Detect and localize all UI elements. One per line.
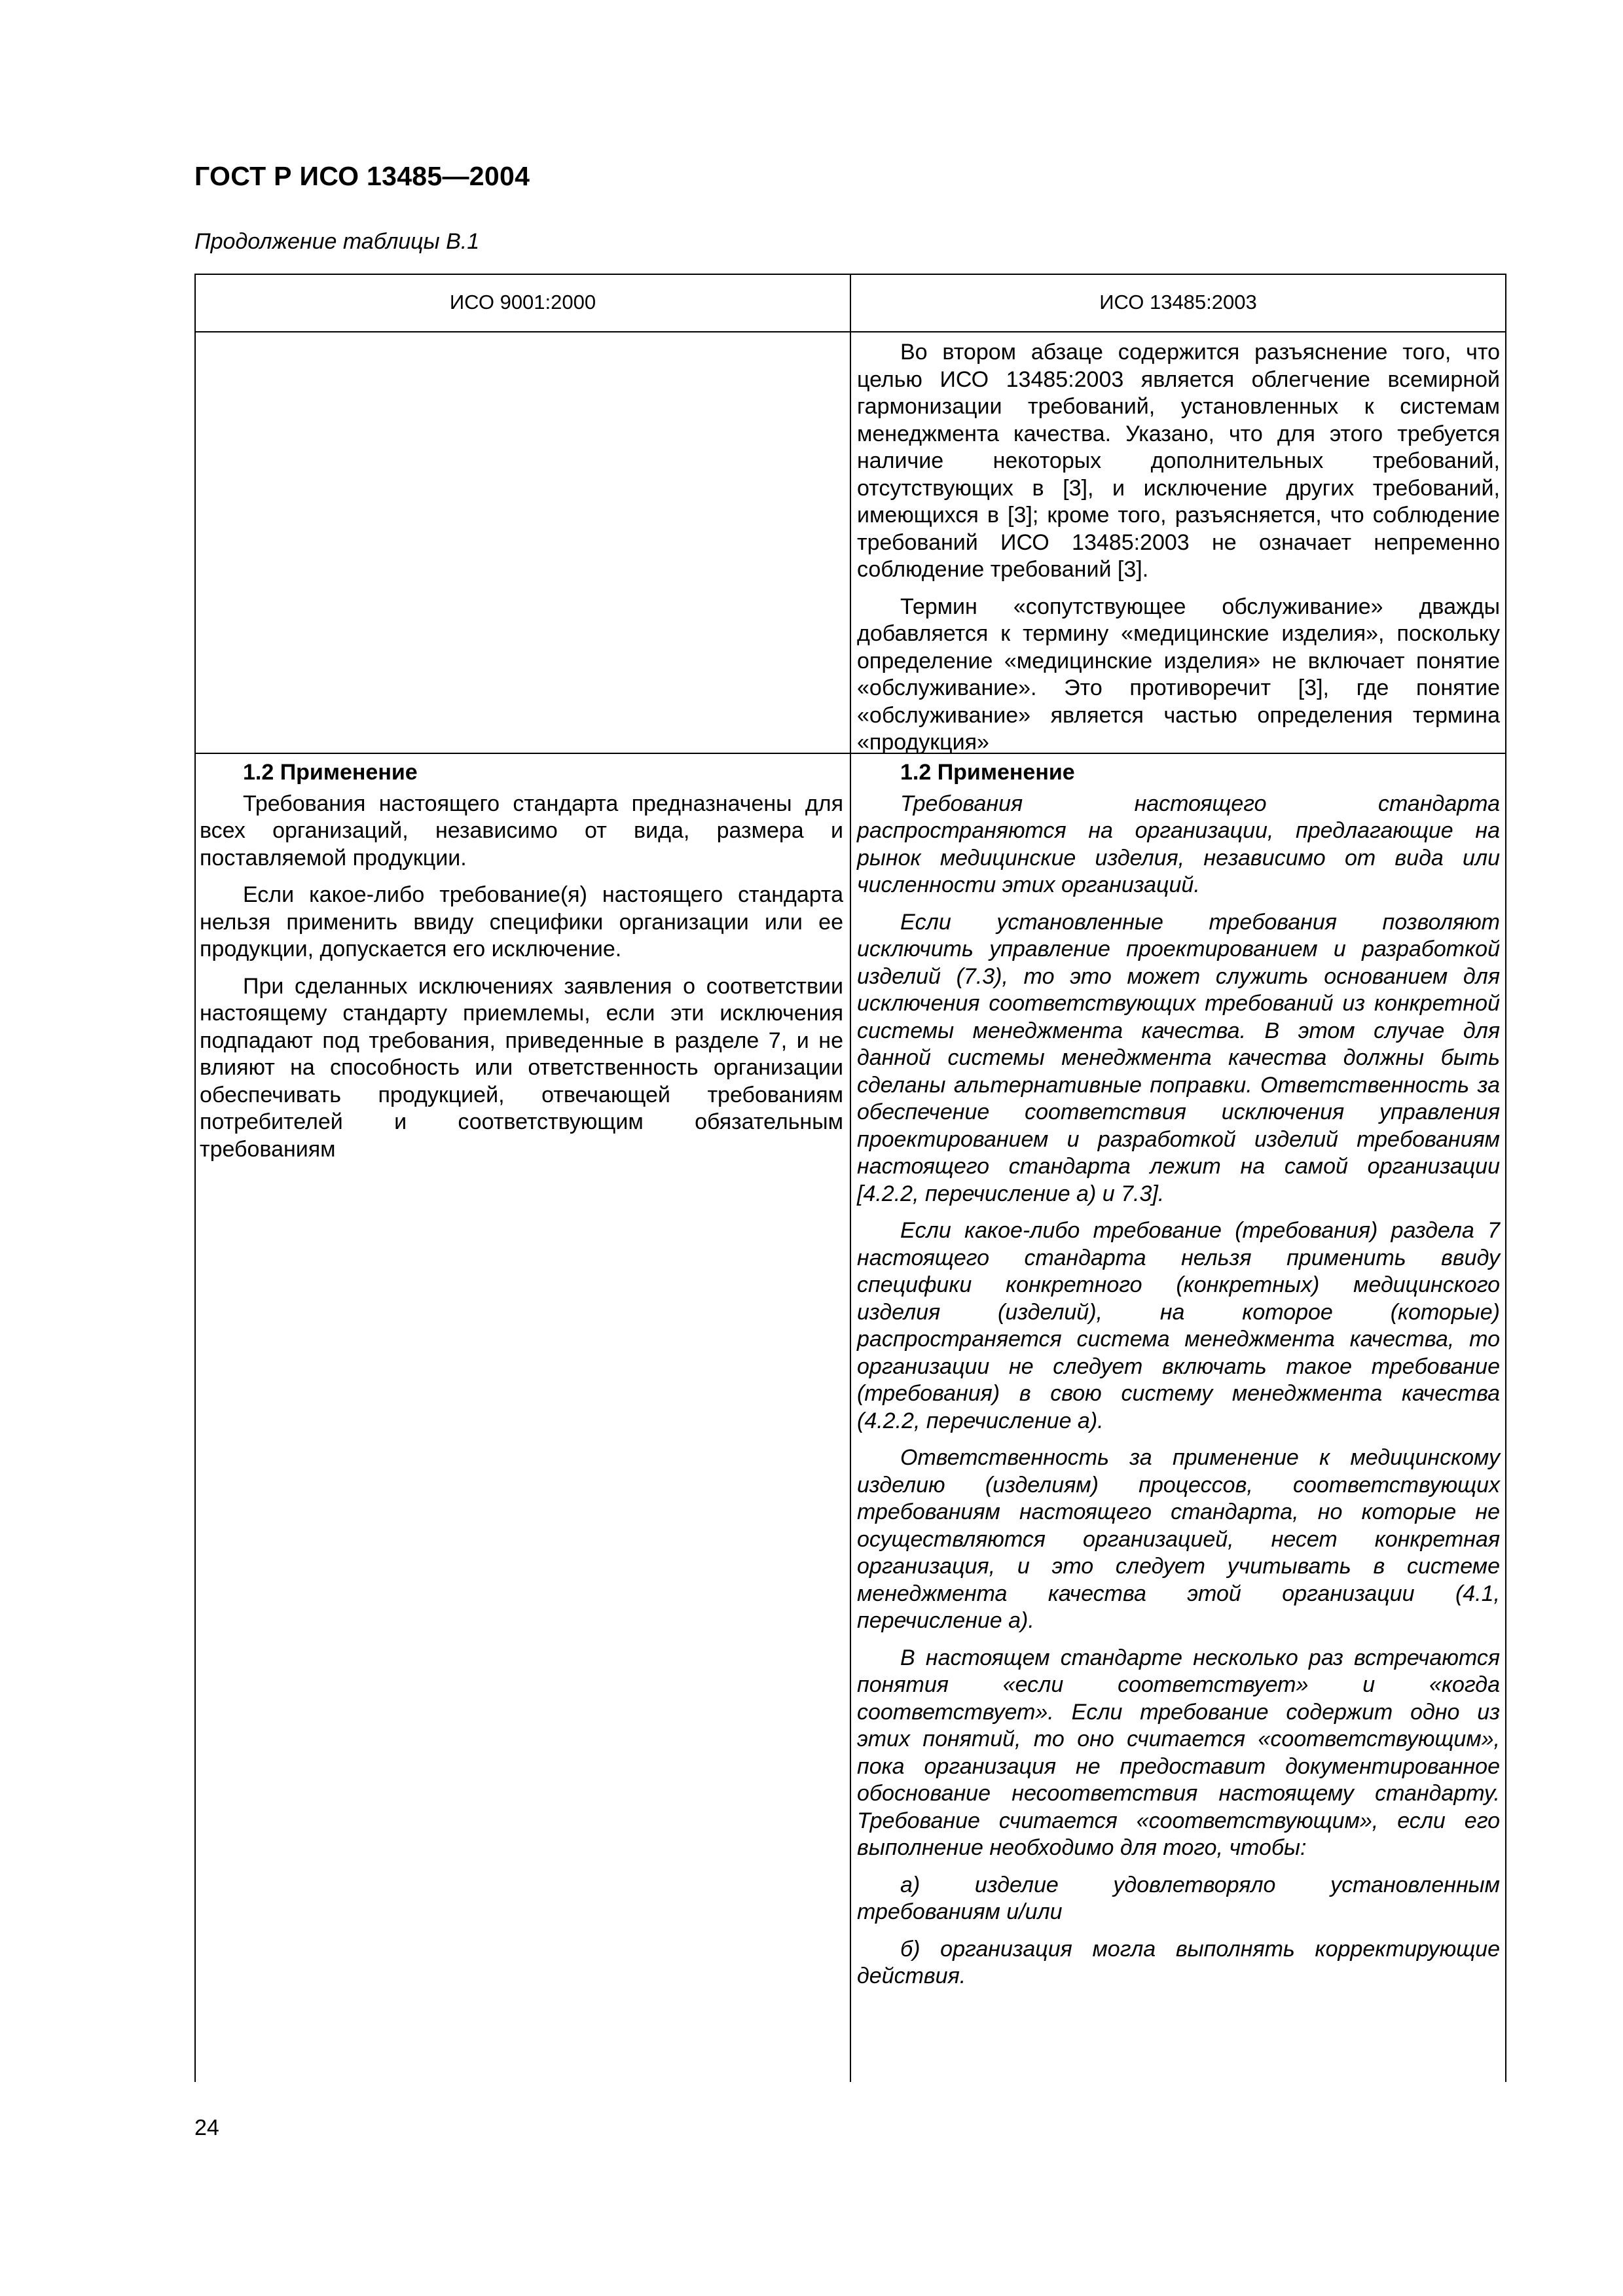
document-header: ГОСТ Р ИСО 13485—2004 xyxy=(194,161,530,191)
paragraph: Ответственность за применение к медицинскому изделию (изделиям) процессов, соответствующих требованиям настоящего стандарта, но которые не осуществляются организацией, несет конкретная организация, и это следует учитывать в системе менеджмента качества этой организации (4.1, перечисление а). xyxy=(857,1445,1500,1633)
column-header-iso9001: ИСО 9001:2000 xyxy=(449,291,596,314)
paragraph: При сделанных исключениях заявления о соответствии настоящему стандарту приемлемы, если эти исключения подпадают под требования, приведенные в разделе 7, и не влияют на способность или ответственность организации обеспечивать продукцией, отвечающей требованиям потребителей и соответствующим обязательным требованиям xyxy=(200,973,843,1162)
paragraph: Если установленные требования позволяют исключить управление проектированием и разработкой изделий (7.3), то это может служить основанием для исключения соответствующих требований из конкретной системы менеджмента качества. В этом случае для данной системы менеджмента качества должны быть сделаны альтернативные поправки. Ответственность за обеспечение соответствия исключения управления проектированием и разработкой изделий требованиям настоящего стандарта лежит на самой организации [4.2.2, перечисление а) и 7.3]. xyxy=(857,909,1500,1206)
paragraph: В настоящем стандарте несколько раз встречаются понятия «если соответствует» и «когда соответствует». Если требование содержит одно из этих понятий, то оно считается «соответствующим», пока организация не предоставит документированное обоснование несоответствия настоящему стандарту. Требование считается «соответствующим», если его выполнение необходимо для того, чтобы: xyxy=(857,1645,1500,1860)
paragraph: Если какое-либо требование (требования) раздела 7 настоящего стандарта нельзя применить ввиду специфики конкретного (конкретных) медицинского изделия (изделий), на которое (которые) распространяется система менеджмента качества, то организации не следует включать такое требование (требования) в свою систему менеджмента качества (4.2.2, перечисление а). xyxy=(857,1218,1500,1433)
header-separator xyxy=(194,331,1506,332)
paragraph: Требования настоящего стандарта распространяются на организации, предлагающие на рынок медицинские изделия, независимо от вида или численности этих организаций. xyxy=(857,791,1500,897)
page-number: 24 xyxy=(194,2115,219,2140)
row2-left-cell xyxy=(200,759,843,1173)
paragraph: Требования настоящего стандарта предназначены для всех организаций, независимо от вида, размера и поставляемой продукции. xyxy=(200,791,843,870)
list-item: а) изделие удовлетворяло установленным требованиям и/или xyxy=(857,1872,1500,1924)
table-caption: Продолжение таблицы В.1 xyxy=(194,229,480,254)
table-divider xyxy=(850,274,851,2082)
paragraph: Если какое-либо требование(я) настоящего стандарта нельзя применить ввиду специфики организации или ее продукции, допускается его исключение. xyxy=(200,882,843,961)
paragraph: Во втором абзаце содержится разъяснение того, что целью ИСО 13485:2003 является облегчение всемирной гармонизации требований, установленных к системам менеджмента качества. Указано, что для этого требуется наличие некоторых дополнительных требований, отсутствующих в [3], и исключение других требований, имеющихся в [3]; кроме того, разъясняется, что соблюдение требований ИСО 13485:2003 не означает непременно соблюдение требований [3]. xyxy=(857,340,1500,582)
row1-right-cell xyxy=(857,339,1500,757)
row2-right-cell xyxy=(857,759,1500,1990)
paragraph: Термин «сопутствующее обслуживание» дважды добавляется к термину «медицинские изделия», поскольку определение «медицинские изделия» не включает понятие «обслуживание». Это противоречит [3], где понятие «обслуживание» является частью определения термина «продукция» xyxy=(857,594,1500,755)
section-heading: 1.2 Применение xyxy=(900,760,1075,785)
table-border-left xyxy=(194,274,196,2082)
table-border-right xyxy=(1505,274,1506,2082)
comparison-table xyxy=(194,274,1506,2082)
list-item: б) организация могла выполнять корректирующие действия. xyxy=(857,1936,1500,1988)
column-header-iso13485: ИСО 13485:2003 xyxy=(1099,291,1257,314)
section-heading: 1.2 Применение xyxy=(243,760,418,785)
